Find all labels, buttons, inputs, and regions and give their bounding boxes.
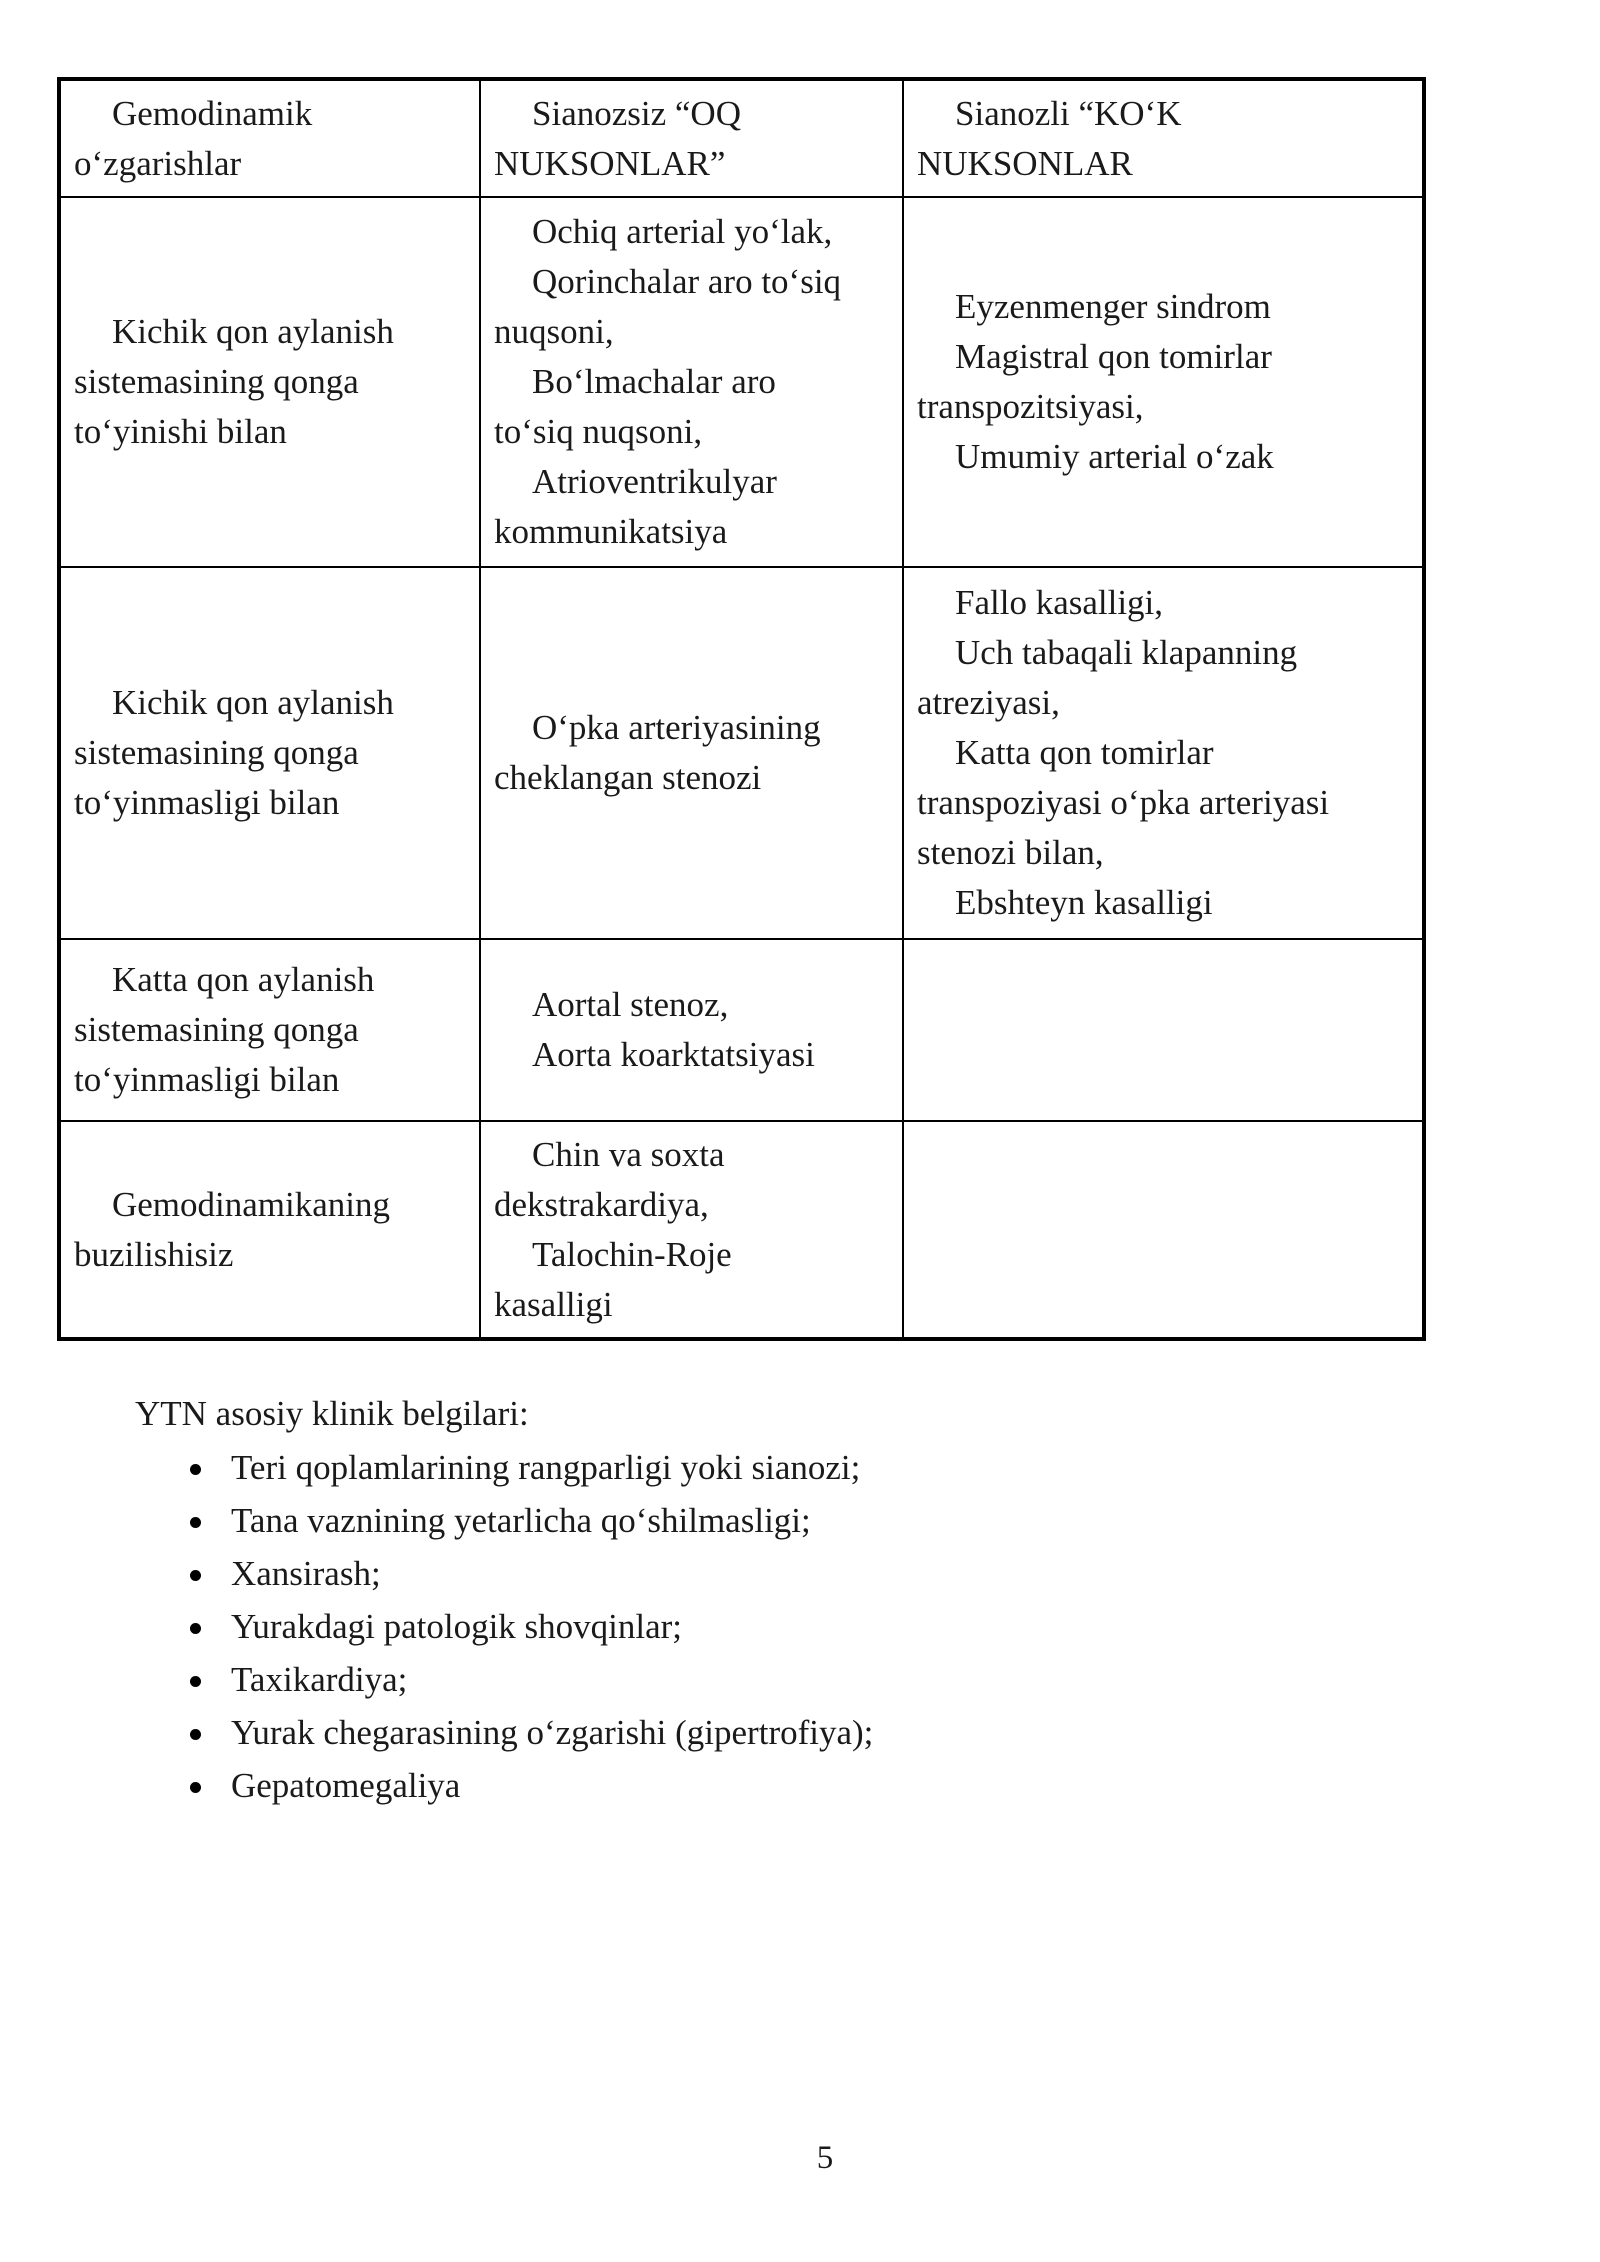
- bullet-icon: [190, 1782, 201, 1793]
- list-item-text: Yurakdagi patologik shovqinlar;: [231, 1607, 683, 1646]
- cell-line: sistemasining qonga: [74, 733, 359, 772]
- clinical-signs-intro: YTN asosiy klinik belgilari:: [135, 1394, 529, 1433]
- cell-cyanotic: [903, 567, 1422, 939]
- cell-line: sistemasining qonga: [74, 1010, 359, 1049]
- cell-line: to‘yinmasligi bilan: [74, 1060, 340, 1099]
- congenital-defects-table: [61, 81, 1422, 1337]
- list-item: [190, 1653, 873, 1706]
- cell-line: dekstrakardiya,: [494, 1184, 709, 1224]
- cell-line: Kichik qon aylanish: [112, 312, 394, 351]
- list-item: [190, 1706, 873, 1759]
- list-item: [190, 1441, 873, 1494]
- cell-hemodynamic-change: [61, 197, 480, 567]
- cell-line: to‘siq nuqsoni,: [494, 412, 703, 451]
- cell-line: transpoziyasi o‘pka arteriyasi: [917, 783, 1330, 822]
- cell-line: Aorta koarktatsiyasi: [532, 1035, 815, 1074]
- cell-line: Umumiy arterial o‘zak: [955, 437, 1274, 476]
- cell-line: Ebshteyn kasalligi: [955, 883, 1213, 922]
- header-hemodynamic-changes: [61, 81, 480, 197]
- cell-line: Talochin-Roje: [532, 1234, 732, 1274]
- cell-line: to‘yinmasligi bilan: [74, 783, 340, 822]
- bullet-icon: [190, 1464, 201, 1475]
- cell-line: NUKSONLAR”: [494, 143, 726, 183]
- cell-line: to‘yinishi bilan: [74, 412, 287, 451]
- cell-cyanotic: [903, 197, 1422, 567]
- bullet-icon: [190, 1623, 201, 1634]
- list-item: [190, 1759, 873, 1812]
- cell-line: sistemasining qonga: [74, 362, 359, 401]
- list-item: [190, 1494, 873, 1547]
- list-item-text: Teri qoplamlarining rangparligi yoki sianozi;: [231, 1448, 861, 1487]
- cell-line: Katta qon aylanish: [112, 960, 375, 999]
- cell-line: stenozi bilan,: [917, 833, 1104, 872]
- bullet-icon: [190, 1570, 201, 1581]
- list-item-text: Xansirash;: [231, 1554, 381, 1593]
- cell-line: Chin va soxta: [532, 1134, 725, 1174]
- header-acyanotic-defects: [480, 81, 903, 197]
- cell-line: O‘pka arteriyasining: [532, 708, 821, 747]
- cell-line: Aortal stenoz,: [532, 985, 729, 1024]
- cell-line: NUKSONLAR: [917, 143, 1133, 183]
- cell-hemodynamic-change: [61, 1121, 480, 1337]
- cell-line: Fallo kasalligi,: [955, 583, 1164, 622]
- cell-acyanotic: [480, 1121, 903, 1337]
- cell-acyanotic: [480, 939, 903, 1121]
- table-row: [61, 1121, 1422, 1337]
- cell-line: nuqsoni,: [494, 312, 614, 351]
- cell-hemodynamic-change: [61, 567, 480, 939]
- congenital-defects-table-frame: [57, 77, 1426, 1341]
- list-item-text: Gepatomegaliya: [231, 1766, 461, 1805]
- cell-line: Atrioventrikulyar: [532, 462, 777, 501]
- bullet-icon: [190, 1676, 201, 1687]
- list-item-text: Yurak chegarasining o‘zgarishi (gipertrofiya);: [231, 1713, 874, 1752]
- cell-acyanotic: [480, 567, 903, 939]
- table-row: [61, 939, 1422, 1121]
- list-item-text: Tana vaznining yetarlicha qo‘shilmasligi;: [231, 1501, 811, 1540]
- cell-line: o‘zgarishlar: [74, 143, 242, 183]
- cell-line: Gemodinamikaning: [112, 1184, 391, 1224]
- clinical-signs-list: [190, 1441, 873, 1812]
- cell-line: atreziyasi,: [917, 683, 1060, 722]
- cell-line: Sianozsiz “OQ: [532, 93, 741, 133]
- cell-line: Katta qon tomirlar: [955, 733, 1214, 772]
- cell-line: Ochiq arterial yo‘lak,: [532, 212, 833, 251]
- header-cyanotic-defects: [903, 81, 1422, 197]
- bullet-icon: [190, 1729, 201, 1740]
- cell-cyanotic: [903, 1121, 1422, 1337]
- cell-hemodynamic-change: [61, 939, 480, 1121]
- list-item: [190, 1547, 873, 1600]
- cell-line: Gemodinamik: [112, 93, 313, 133]
- bullet-icon: [190, 1517, 201, 1528]
- cell-line: Magistral qon tomirlar: [955, 337, 1272, 376]
- list-item-text: Taxikardiya;: [231, 1660, 408, 1699]
- list-item: [190, 1600, 873, 1653]
- cell-line: kasalligi: [494, 1284, 613, 1324]
- table-header-row: [61, 81, 1422, 197]
- cell-line: Kichik qon aylanish: [112, 683, 394, 722]
- cell-line: cheklangan stenozi: [494, 758, 762, 797]
- page-number: 5: [816, 2140, 834, 2176]
- table-row: [61, 567, 1422, 939]
- cell-line: Bo‘lmachalar aro: [532, 362, 776, 401]
- cell-line: Uch tabaqali klapanning: [955, 633, 1298, 672]
- table-row: [61, 197, 1422, 567]
- cell-acyanotic: [480, 197, 903, 567]
- cell-cyanotic: [903, 939, 1422, 1121]
- cell-line: transpozitsiyasi,: [917, 387, 1144, 426]
- cell-line: kommunikatsiya: [494, 512, 728, 551]
- cell-line: Qorinchalar aro to‘siq: [532, 262, 842, 301]
- cell-line: Sianozli “KO‘K: [955, 93, 1182, 133]
- cell-line: Eyzenmenger sindrom: [955, 287, 1271, 326]
- cell-line: buzilishisiz: [74, 1234, 234, 1274]
